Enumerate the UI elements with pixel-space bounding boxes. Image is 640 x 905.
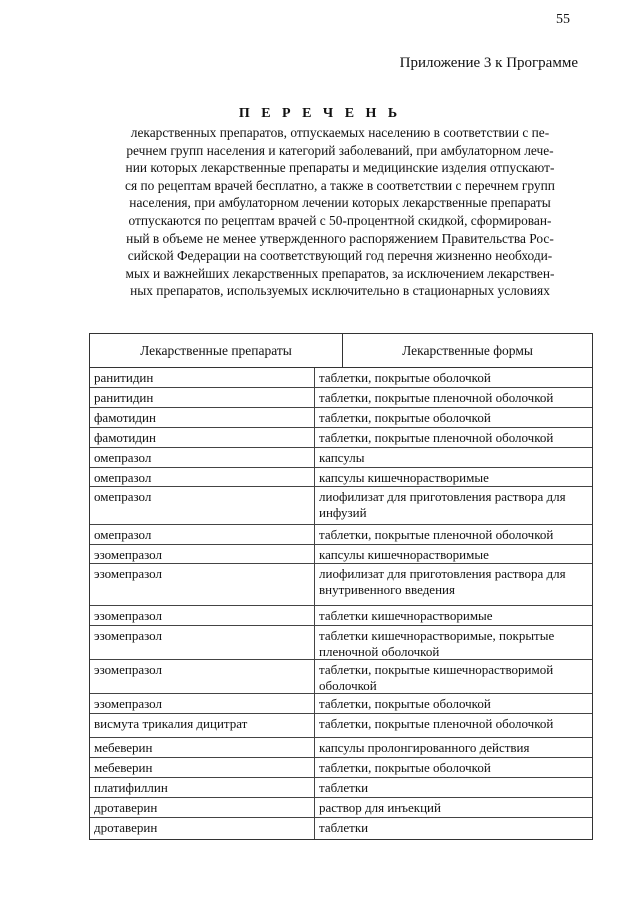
table-row [90, 368, 592, 388]
table-row [90, 694, 592, 714]
table-row [90, 714, 592, 738]
table-row [90, 798, 592, 818]
appendix-label: Приложение 3 к Программе [399, 55, 578, 71]
drug-name: дротаверин [90, 798, 315, 817]
table-header [90, 334, 592, 368]
drug-name: эзомепразол [90, 545, 315, 563]
intro-line: ся по рецептам врачей бесплатно, а также в соответствии с перечнем групп [125, 177, 555, 193]
intro-line: отпускаются по рецептам врачей с 50-процентной скидкой, сформирован- [128, 212, 552, 228]
document-title: П Е Р Е Ч Е Н Ь [238, 106, 402, 121]
intro-line: сийской Федерации на соответствующий год перечня жизненно необходи- [127, 248, 553, 264]
table-row [90, 525, 592, 545]
drug-form: капсулы [319, 450, 365, 465]
drug-name: эзомепразол [90, 694, 315, 713]
drug-form: таблетки, покрытые пленочной оболочкой [319, 527, 554, 542]
table-row [90, 660, 592, 694]
intro-line: населения, при амбулаторном лечении которых лекарственные препараты [129, 195, 551, 211]
drug-form: капсулы пролонгированного действия [319, 740, 530, 755]
table-row [90, 388, 592, 408]
intro-paragraph [96, 124, 584, 300]
table-row [90, 468, 592, 487]
drug-form: таблетки, покрытые пленочной оболочкой [319, 390, 554, 405]
table-row [90, 626, 592, 660]
table-row [90, 408, 592, 428]
drug-form: таблетки кишечнорастворимые, покрытые пленочной оболочкой [319, 628, 555, 659]
drug-name: ранитидин [90, 368, 315, 387]
header-forms: Лекарственные формы [402, 342, 533, 358]
table-row [90, 758, 592, 778]
drug-name: эзомепразол [90, 606, 315, 625]
drug-name: фамотидин [90, 408, 315, 427]
drug-form: таблетки, покрытые оболочкой [319, 370, 491, 385]
table-row [90, 606, 592, 626]
drug-table [89, 333, 593, 840]
intro-line: лекарственных препаратов, отпускаемых населению в соответствии с пе- [130, 125, 550, 140]
drug-form: таблетки [319, 780, 369, 795]
drug-form: таблетки, покрытые кишечнорастворимой оболочкой [319, 662, 554, 693]
drug-form: таблетки, покрытые оболочкой [319, 696, 491, 711]
table-row [90, 818, 592, 839]
drug-name: ранитидин [90, 388, 315, 407]
drug-name: омепразол [90, 468, 315, 486]
drug-form: таблетки, покрытые оболочкой [319, 410, 491, 425]
table-row [90, 738, 592, 758]
drug-name: платифиллин [90, 778, 315, 797]
drug-name: мебеверин [90, 758, 315, 777]
drug-name: мебеверин [90, 738, 315, 757]
drug-form: таблетки, покрытые пленочной оболочкой [319, 716, 554, 731]
drug-form: капсулы кишечнорастворимые [319, 470, 489, 485]
intro-line: ный в объеме не менее утвержденного распоряжением Правительства Рос- [126, 230, 554, 246]
drug-form: лиофилизат для приготовления раствора для внутривенного введения [319, 566, 566, 597]
drug-name: эзомепразол [90, 660, 315, 693]
drug-name: фамотидин [90, 428, 315, 447]
drug-name: омепразол [90, 448, 315, 467]
table-row [90, 448, 592, 468]
drug-form: лиофилизат для приготовления раствора для инфузий [319, 489, 566, 520]
intro-line: мых и важнейших лекарственных препаратов, за исключением лекарствен- [125, 265, 555, 281]
page-number: 55 [556, 12, 570, 27]
intro-line: ных препаратов, используемых исключительно в стационарных условиях [130, 283, 550, 299]
drug-name: эзомепразол [90, 564, 315, 605]
drug-form: таблетки, покрытые пленочной оболочкой [319, 430, 554, 445]
drug-name: омепразол [90, 487, 315, 524]
drug-form: таблетки кишечнорастворимые [319, 608, 493, 623]
drug-name: омепразол [90, 525, 315, 544]
drug-form: таблетки, покрытые оболочкой [319, 760, 491, 775]
header-drugs: Лекарственные препараты [90, 334, 343, 367]
drug-name: эзомепразол [90, 626, 315, 659]
drug-name: висмута трикалия дицитрат [90, 714, 315, 737]
table-row [90, 428, 592, 448]
drug-form: таблетки [319, 820, 369, 835]
drug-form: раствор для инъекций [319, 800, 441, 815]
table-row [90, 487, 592, 525]
table-row [90, 778, 592, 798]
intro-line: нии которых лекарственные препараты и медицинские изделия отпускают- [125, 160, 555, 176]
table-row [90, 545, 592, 564]
intro-line: речнем групп населения и категорий заболеваний, при амбулаторном лече- [126, 142, 554, 158]
drug-form: капсулы кишечнорастворимые [319, 547, 489, 562]
drug-name: дротаверин [90, 818, 315, 839]
table-row [90, 564, 592, 606]
